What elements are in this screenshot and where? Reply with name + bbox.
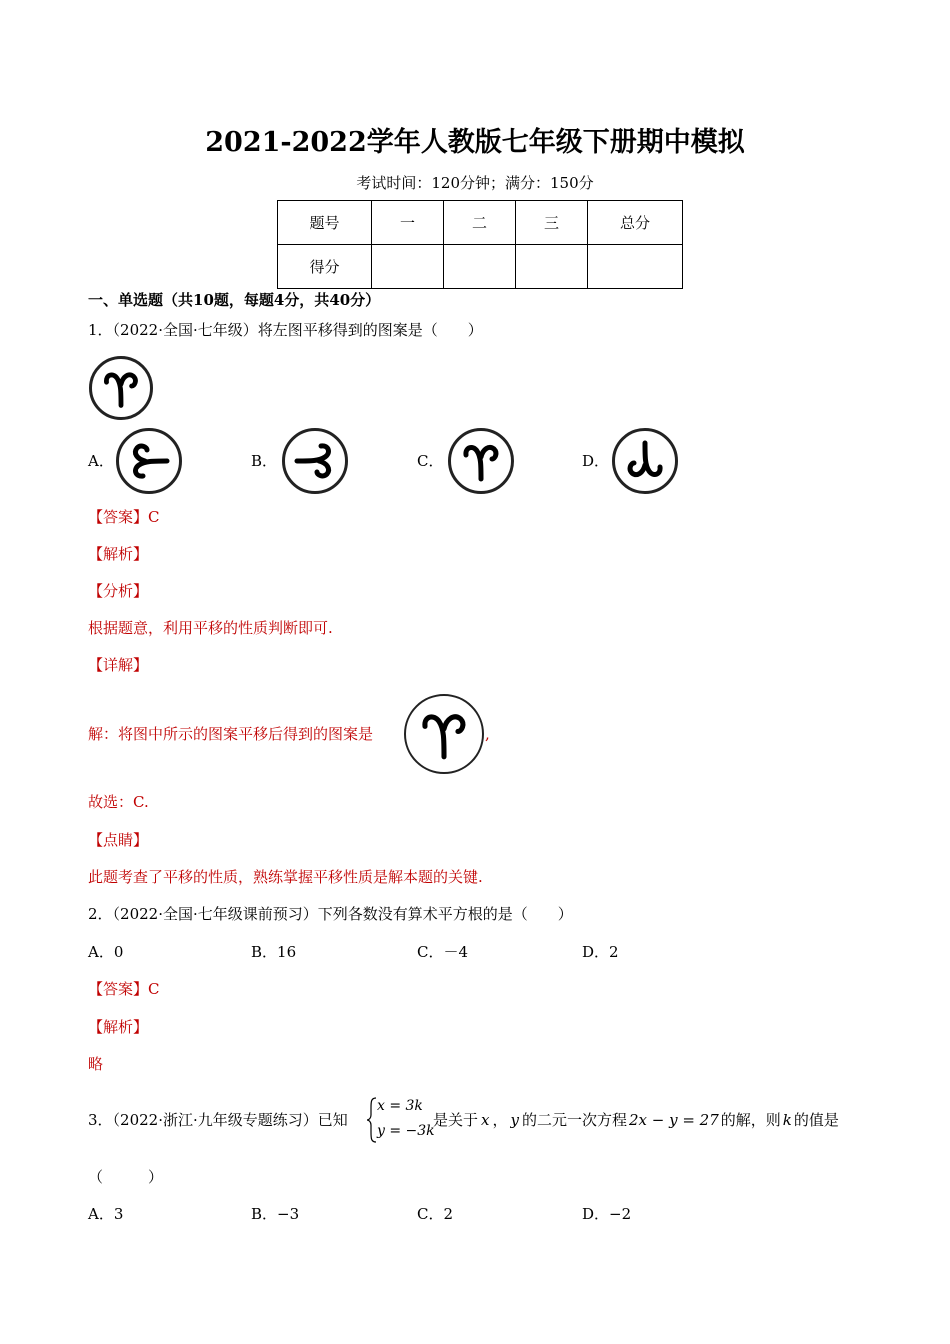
- analysis-label: 【解析】: [88, 1018, 149, 1036]
- table-cell: 三: [516, 201, 588, 245]
- aries-symbol-icon: [89, 356, 153, 420]
- text-fragment: ，: [492, 1111, 508, 1129]
- page-title: 2021-2022学年人教版七年级下册期中模拟: [205, 127, 745, 158]
- text-fragment: 的值是: [793, 1111, 839, 1129]
- fenxi-label: 【分析】: [88, 582, 149, 600]
- variable-y: y: [510, 1111, 519, 1129]
- answer-label: 【答案】C: [88, 980, 160, 998]
- variable-x: x: [481, 1111, 490, 1129]
- option-a: A．: [88, 452, 114, 470]
- system-equation-1: x = 3k: [377, 1098, 423, 1114]
- aries-rotated-left-icon: [116, 428, 182, 494]
- question-3-text: [433, 1110, 839, 1130]
- text-fragment: 是关于: [433, 1111, 479, 1129]
- answer-paren: （ ）: [88, 1168, 164, 1186]
- table-cell: [372, 245, 444, 289]
- choice-text: 故选：C.: [88, 793, 149, 811]
- detail-tail: ,: [485, 725, 490, 743]
- analysis-text: 略: [88, 1055, 104, 1073]
- answer-label: 【答案】C: [88, 508, 160, 526]
- exam-info: 考试时间：120分钟；满分：150分: [356, 174, 594, 192]
- aries-rotated-right-icon: [282, 428, 348, 494]
- aries-symbol-icon: [404, 694, 484, 774]
- option-b: B．16: [251, 943, 297, 961]
- option-c: C．－4: [417, 943, 469, 961]
- section-heading: 一、单选题（共10题，每题4分，共40分）: [88, 291, 381, 309]
- option-a: A．0: [88, 943, 124, 961]
- table-cell: 总分: [588, 201, 683, 245]
- variable-k: k: [782, 1111, 792, 1129]
- option-d: D．2: [582, 943, 619, 961]
- option-d: D．−2: [582, 1205, 632, 1223]
- text-fragment: 的二元一次方程: [521, 1111, 627, 1129]
- score-table: [277, 200, 683, 289]
- table-cell: [588, 245, 683, 289]
- table-row: [278, 245, 683, 289]
- table-cell: 一: [372, 201, 444, 245]
- table-cell: 二: [444, 201, 516, 245]
- option-c: C．2: [417, 1205, 454, 1223]
- table-cell: [516, 245, 588, 289]
- text-fragment: 的解，则: [720, 1111, 781, 1129]
- option-b: B．−3: [251, 1205, 300, 1223]
- question-2-stem: 2．（2022·全国·七年级课前预习）下列各数没有算术平方根的是（ ）: [88, 905, 573, 923]
- option-a: A．3: [88, 1205, 124, 1223]
- table-row: [278, 201, 683, 245]
- point-label: 【点睛】: [88, 831, 149, 849]
- table-cell: 得分: [278, 245, 372, 289]
- point-text: 此题考查了平移的性质，熟练掌握平移性质是解本题的关键.: [88, 868, 483, 886]
- option-d: D．: [582, 452, 610, 470]
- aries-symbol-icon: [448, 428, 514, 494]
- detail-label: 【详解】: [88, 656, 149, 674]
- fenxi-text: 根据题意，利用平移的性质判断即可.: [88, 619, 333, 637]
- question-1-stem: 1．（2022·全国·七年级）将左图平移得到的图案是（ ）: [88, 321, 483, 339]
- option-b: B．: [251, 452, 278, 470]
- option-c: C．: [417, 452, 444, 470]
- system-equation-2: y = −3k: [377, 1123, 435, 1139]
- question-3-prefix: 3．（2022·浙江·九年级专题练习）已知: [88, 1111, 348, 1129]
- aries-upside-down-icon: [612, 428, 678, 494]
- table-cell: 题号: [278, 201, 372, 245]
- analysis-label: 【解析】: [88, 545, 149, 563]
- detail-text: 解：将图中所示的图案平移后得到的图案是: [88, 725, 374, 743]
- equation: 2x − y = 27: [629, 1111, 719, 1129]
- table-cell: [444, 245, 516, 289]
